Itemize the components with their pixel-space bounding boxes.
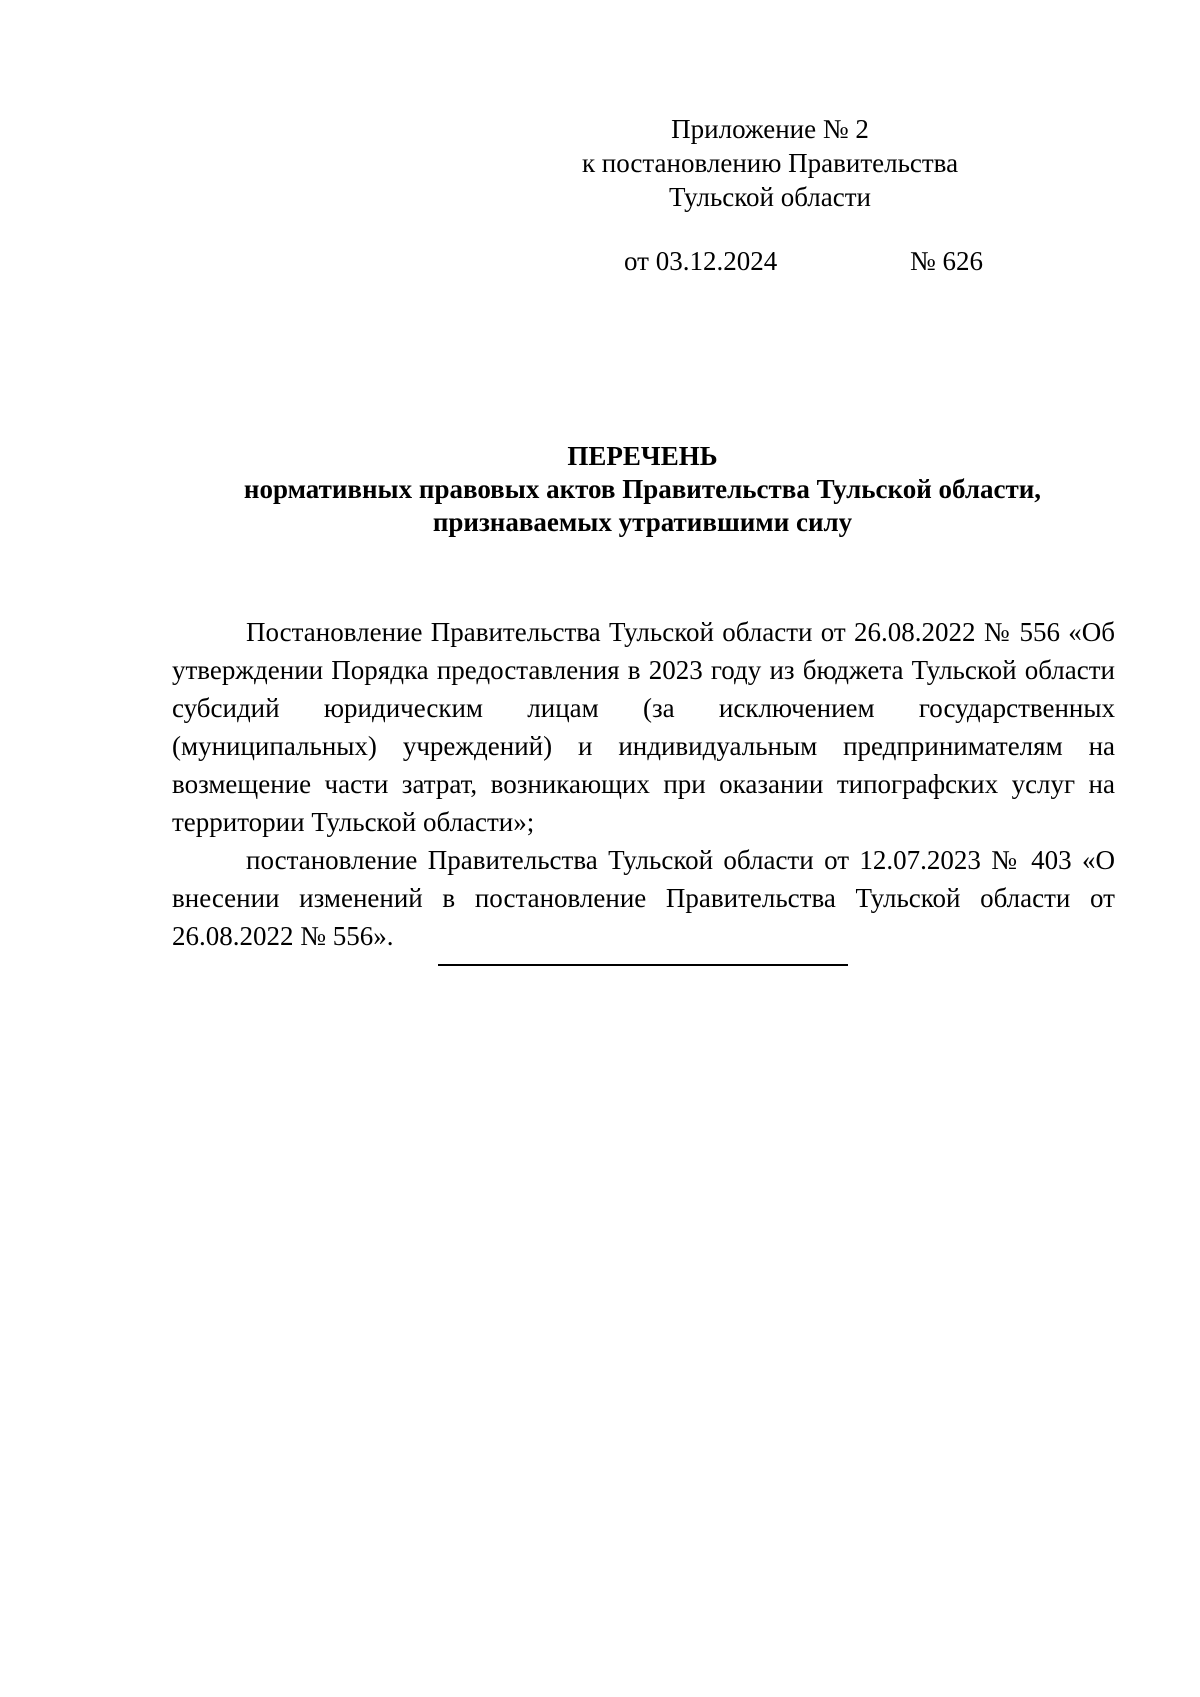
annex-line-1: Приложение № 2	[671, 114, 869, 144]
list-item: Постановление Правительства Тульской области от 26.08.2022 № 556 «Об утверждении Порядка предоставления в 2023 году из бюджета Тульской области субсидий юридическим лицам (за исключением государственных (муниципальных) учреждений) и индивидуальным предпринимателям на возмещение части затрат, возникающих при оказании типографских услуг на территории Тульской области»;	[172, 617, 1115, 837]
annex-line-3: Тульской области	[669, 182, 871, 212]
title-subtitle-1: нормативных правовых актов Правительства Тульской области,	[243, 474, 1042, 504]
list-item: постановление Правительства Тульской области от 12.07.2023 № 403 «О внесении изменений в постановление Правительства Тульской области от 26.08.2022 № 556».	[172, 845, 1115, 951]
title-heading: ПЕРЕЧЕНЬ	[567, 441, 718, 471]
document-title	[170, 440, 1115, 539]
annex-header	[560, 112, 980, 214]
closing-separator-line	[438, 964, 848, 966]
acts-list	[172, 613, 1115, 955]
resolution-date: от 03.12.2024	[624, 246, 778, 276]
title-subtitle-2: признаваемых утратившими силу	[432, 507, 853, 537]
annex-line-2: к постановлению Правительства	[581, 148, 959, 178]
resolution-number: № 626	[910, 246, 984, 276]
